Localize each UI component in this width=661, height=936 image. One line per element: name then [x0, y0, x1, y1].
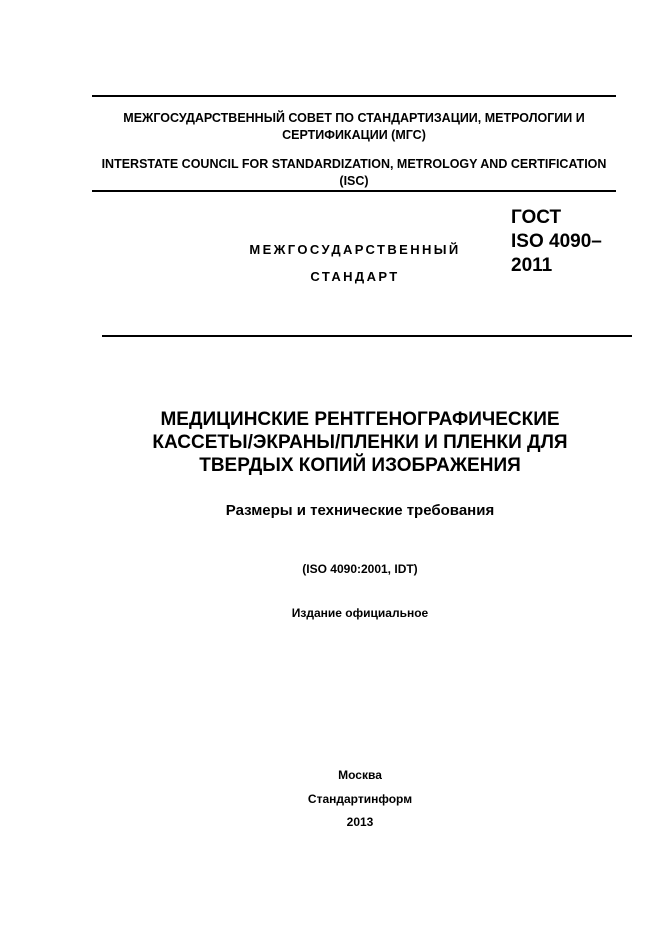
designation-line2: ISO 4090– — [511, 231, 602, 252]
publisher-city: Москва — [338, 768, 382, 782]
edition-note: Издание официальное — [291, 606, 429, 620]
title-line2: КАССЕТЫ/ЭКРАНЫ/ПЛЕНКИ И ПЛЕНКИ ДЛЯ — [152, 432, 568, 453]
document-subtitle: Размеры и технические требования — [225, 502, 495, 519]
standard-label-line1: МЕЖГОСУДАРСТВЕННЫЙ — [249, 242, 461, 257]
council-rule — [92, 190, 616, 192]
designation-line1: ГОСТ — [511, 207, 562, 228]
header-bottom-rule — [102, 335, 632, 337]
document-title — [80, 408, 640, 477]
standard-label-line2: СТАНДАРТ — [310, 269, 400, 284]
standard-designation — [511, 206, 641, 278]
council-name-ru: МЕЖГОСУДАРСТВЕННЫЙ СОВЕТ ПО СТАНДАРТИЗАЦИИ, МЕТРОЛОГИИ И СЕРТИФИКАЦИИ (МГС) — [123, 111, 585, 142]
title-line1: МЕДИЦИНСКИЕ РЕНТГЕНОГРАФИЧЕСКИЕ — [160, 409, 560, 430]
council-name-en: INTERSTATE COUNCIL FOR STANDARDIZATION, METROLOGY AND CERTIFICATION (ISC) — [101, 157, 607, 188]
iso-equivalence: (ISO 4090:2001, IDT) — [302, 562, 418, 576]
publication-year: 2013 — [346, 815, 374, 829]
top-rule — [92, 95, 616, 97]
title-line3: ТВЕРДЫХ КОПИЙ ИЗОБРАЖЕНИЯ — [199, 455, 521, 476]
designation-line3: 2011 — [511, 255, 553, 276]
publisher-name: Стандартинформ — [307, 792, 413, 806]
